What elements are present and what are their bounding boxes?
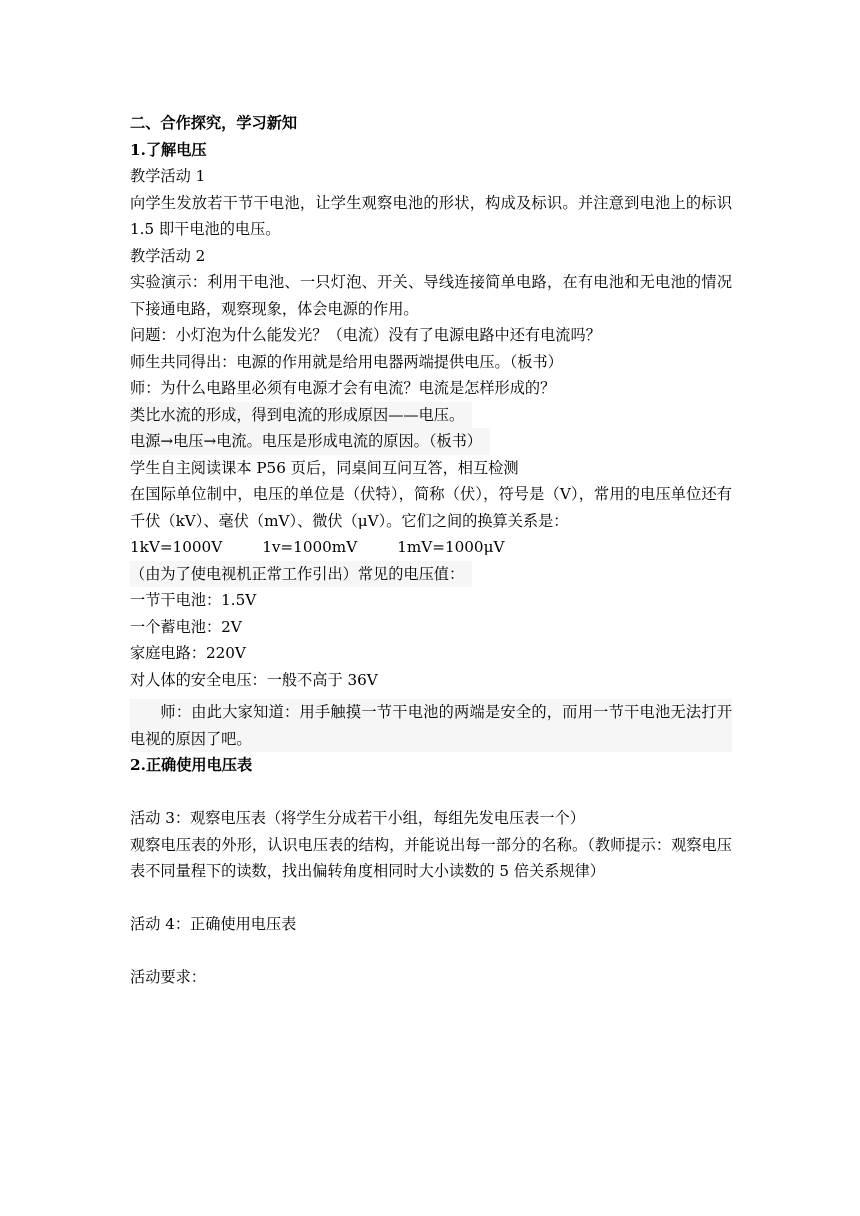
activity-1-text: 向学生发放若干节干电池，让学生观察电池的形状，构成及标识。并注意到电池上的标识 1.5 即干电池的电压。 bbox=[130, 193, 732, 238]
conclusion-text: 师生共同得出：电源的作用就是给用电器两端提供电压。（板书） bbox=[130, 352, 563, 371]
self-study-text: 学生自主阅读课本 P56 页后，同桌间互问互答，相互检测 bbox=[130, 458, 519, 477]
activity-2-title: 教学活动 2 bbox=[130, 246, 206, 265]
blank-line bbox=[130, 885, 732, 912]
activity-3-title: 活动 3：观察电压表（将学生分成若干小组，每组先发电压表一个） bbox=[130, 809, 585, 827]
value-household: 家庭电路：220V bbox=[130, 644, 246, 662]
chain-line bbox=[130, 428, 732, 455]
blank-line bbox=[130, 938, 732, 965]
activity-3-text: 观察电压表的外形，认识电压表的结构，并能说出每一部分的名称。（教师提示：观察电压表不同量程下的读数，找出偏转角度相同时大小读数的 5 倍关系规律） bbox=[130, 835, 732, 880]
common-values-intro: （由为了使电视机正常工作引出）常见的电压值： bbox=[130, 561, 472, 588]
chain-text: 电源→电压→电流。电压是形成电流的原因。（板书） bbox=[130, 428, 490, 455]
analogy-text: 类比水流的形成，得到电流的形成原因——电压。 bbox=[130, 402, 472, 429]
value-battery: 一个蓄电池：2V bbox=[130, 617, 242, 636]
subsection-heading-voltage: 1.了解电压 bbox=[130, 140, 207, 159]
value-safe-voltage: 对人体的安全电压：一般不高于 36V bbox=[130, 670, 378, 689]
activity-1-title: 教学活动 1 bbox=[130, 167, 206, 185]
conversion-mv: 1mV=1000μV bbox=[397, 538, 505, 556]
conversion-kv: 1kV=1000V bbox=[130, 538, 223, 556]
activity-4-title: 活动 4：正确使用电压表 bbox=[130, 915, 297, 933]
value-dry-cell: 一节干电池：1.5V bbox=[130, 591, 257, 609]
units-paragraph: 在国际单位制中，电压的单位是（伏特），简称（伏），符号是（V），常用的电压单位还有千伏（kV）、毫伏（mV）、微伏（μV）。它们之间的换算关系是： bbox=[130, 485, 732, 530]
conversion-v: 1v=1000mV bbox=[262, 538, 358, 556]
unit-conversions bbox=[130, 534, 732, 561]
section-heading: 二、合作探究，学习新知 bbox=[130, 114, 298, 132]
activity-requirements: 活动要求： bbox=[130, 968, 206, 986]
document-body bbox=[130, 110, 732, 991]
activity-2-text: 实验演示：利用干电池、一只灯泡、开关、导线连接简单电路，在有电池和无电池的情况下接通电路，观察现象，体会电源的作用。 bbox=[130, 273, 732, 318]
subsection-heading-voltmeter: 2.正确使用电压表 bbox=[130, 756, 253, 774]
question-text: 问题：小灯泡为什么能发光？（电流）没有了电源电路中还有电流吗？ bbox=[130, 326, 601, 344]
teacher-question: 师：为什么电路里必须有电源才会有电流？电流是怎样形成的？ bbox=[130, 379, 556, 397]
teacher-summary: 师：由此大家知道：用手触摸一节干电池的两端是安全的，而用一节干电池无法打开电视的原因了吧。 bbox=[130, 699, 732, 752]
analogy-line bbox=[130, 402, 732, 429]
common-values-line bbox=[130, 561, 732, 588]
blank-line bbox=[130, 779, 732, 806]
